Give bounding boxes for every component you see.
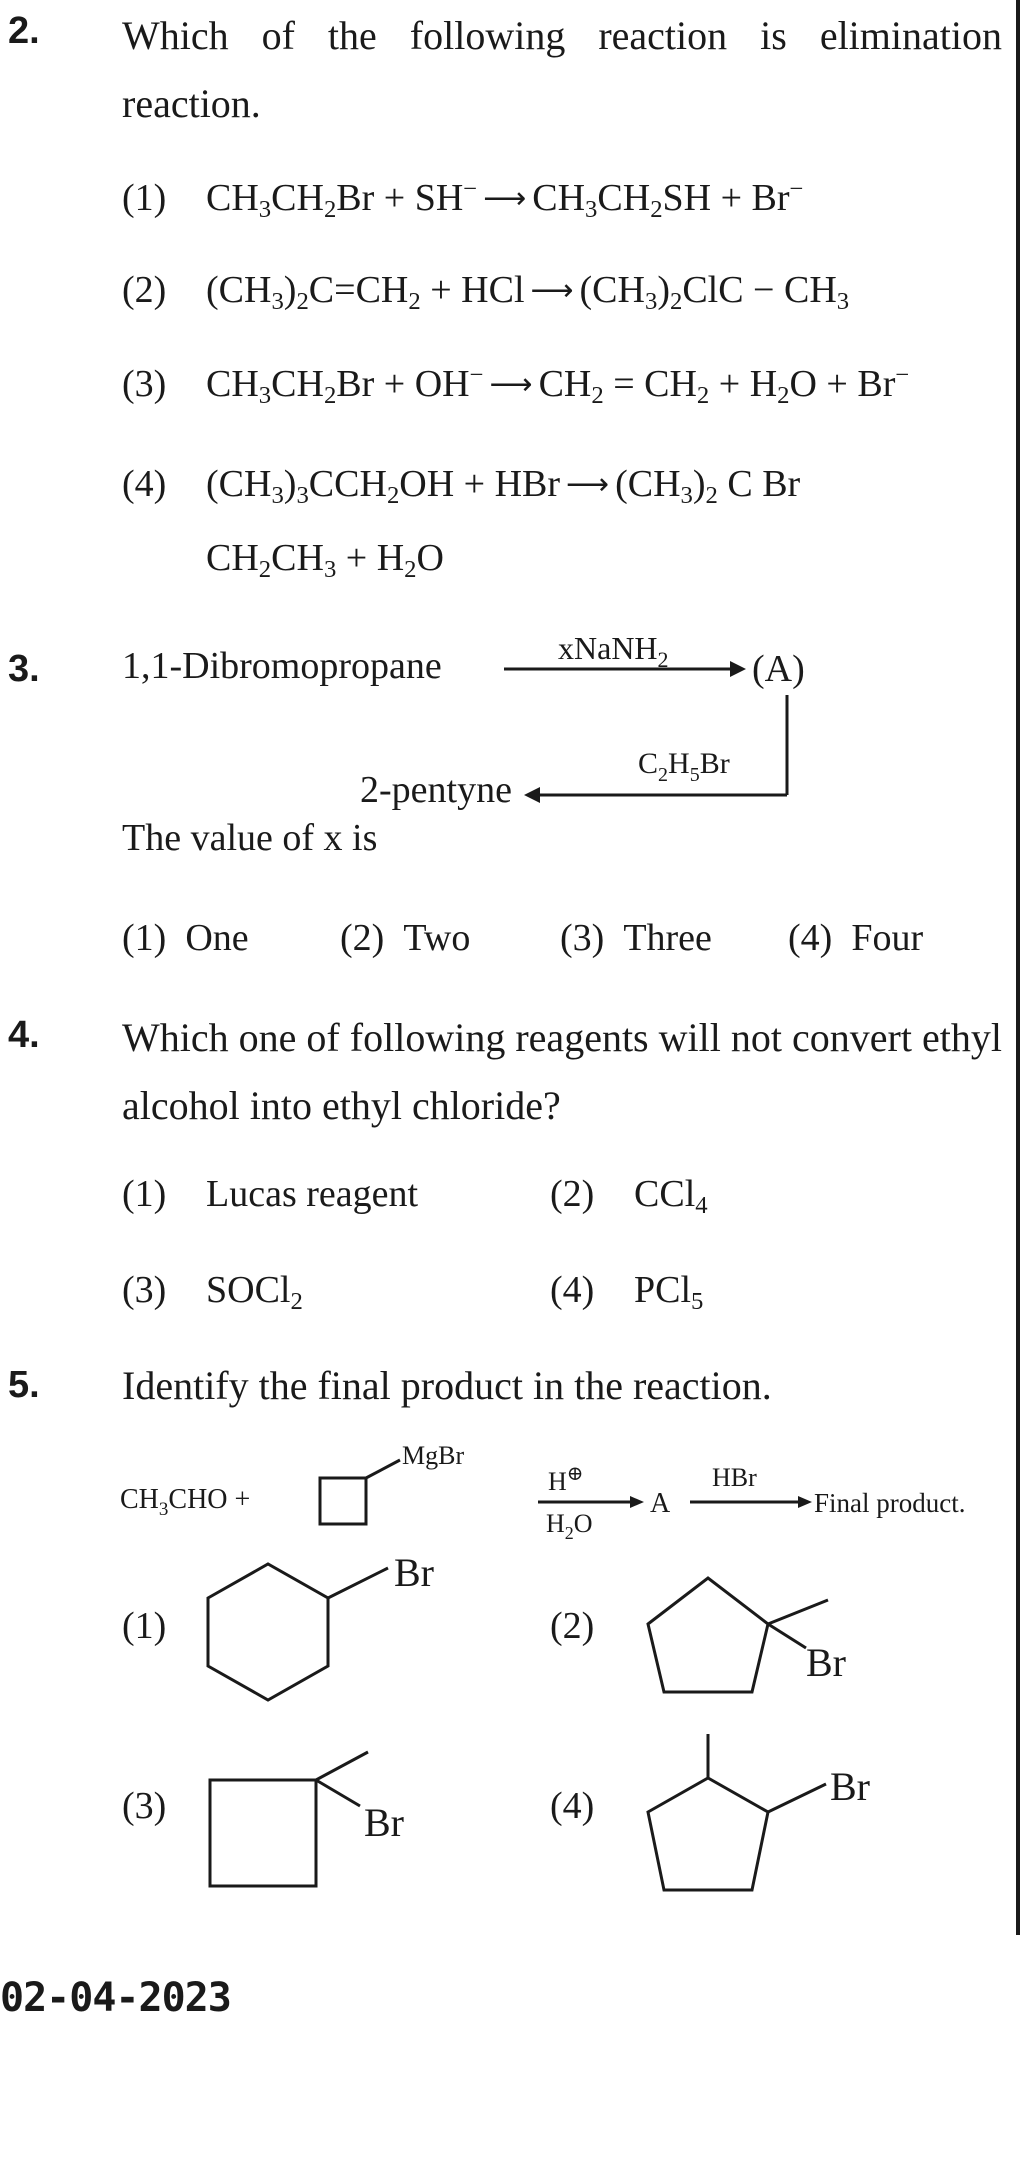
q3-option-1-label: One [185, 917, 249, 959]
q3-option-4-label: Four [851, 917, 924, 959]
q2-option-4[interactable] [122, 462, 801, 509]
q3-option-4[interactable] [788, 916, 923, 960]
q4-option-3-number: (3) [122, 1269, 167, 1311]
q3-reagent2: $C_2H_5Br$ [638, 747, 730, 786]
q4-option-4-label: PCl$_5$ [634, 1269, 704, 1315]
q2-option-4-number: (4) [122, 463, 167, 505]
q3-option-3-label: Three [623, 917, 712, 959]
q2-option-1-equation: $CH_3CH_2Br + SH^-$ ⟶ $CH_3CH_2SH + Br^-$ [206, 175, 804, 223]
q5-option-4-number[interactable]: (4) [550, 1785, 595, 1827]
q2-option-2-equation: $(CH_3)_2C=CH_2$ + HCl ⟶ $(CH_3)_2ClC - CH_3$ [206, 269, 850, 315]
q5-option-2-number[interactable]: (2) [550, 1605, 595, 1647]
q4-option-1-number: (1) [122, 1173, 167, 1215]
q2-option-2[interactable] [122, 268, 850, 315]
q4-number: 4. [8, 1014, 40, 1056]
q3-reactant: 1,1-Dibromopropane [122, 645, 442, 687]
q5-reactant: $CH_3CHO$ + [120, 1484, 251, 1520]
q5-intermediate: A [650, 1488, 671, 1519]
q4-option-4[interactable] [550, 1268, 704, 1315]
q5-reaction-scheme [118, 1420, 1008, 1550]
q3-option-3[interactable] [560, 916, 712, 960]
cyclobutyl-ring-icon [320, 1478, 366, 1524]
q5-option-3-structure [200, 1740, 480, 1910]
q5-option-4-structure [640, 1730, 920, 1910]
q5-grignard: MgBr [402, 1441, 465, 1470]
q3-option-2-label: Two [403, 917, 471, 959]
q3-product-a: (A) [752, 648, 805, 690]
q4-option-2-number: (2) [550, 1173, 595, 1215]
q2-option-3[interactable] [122, 361, 910, 409]
cyclopentane-ring-icon [648, 1778, 768, 1890]
cyclohexane-ring-icon [208, 1564, 328, 1700]
q3-option-2-number: (2) [340, 917, 385, 959]
q4-option-3-label: SOCl$_2$ [206, 1269, 303, 1315]
q4-text: Which one of following reagents will not convert ethyl alcohol into ethyl chloride? [122, 1015, 1002, 1128]
q5-option-3-number[interactable]: (3) [122, 1785, 167, 1827]
q2-option-4-continued: $CH_2CH_3 + H_2O$ [206, 537, 444, 583]
q2-number: 2. [8, 10, 40, 52]
q3-reaction-scheme [500, 615, 820, 815]
q2-option-3-equation: $CH_3CH_2Br + OH^-$ ⟶ $CH_2 = CH_2 + H_2O + Br^-$ [206, 361, 910, 409]
q3-option-3-number: (3) [560, 917, 605, 959]
q5-option-2-br: Br [806, 1640, 846, 1685]
q3-option-1-number: (1) [122, 917, 167, 959]
q2-option-1[interactable] [122, 175, 804, 223]
q5-option-3-br: Br [364, 1800, 404, 1845]
q5-option-2-structure [640, 1560, 920, 1710]
cyclobutane-ring-icon [210, 1780, 316, 1886]
footer-date: 02-04-2023 [0, 1975, 231, 2021]
q4-option-3[interactable] [122, 1268, 303, 1315]
q2-option-3-number: (3) [122, 363, 167, 405]
q5-reagent-top: H⊕ [548, 1463, 584, 1496]
q4-option-2-label: CCl$_4$ [634, 1173, 708, 1219]
q2-option-4-equation: $(CH_3)_3CCH_2OH$ + HBr ⟶ $(CH_3)_2$ C Br [206, 463, 801, 509]
q4-option-1-label: Lucas reagent [206, 1173, 419, 1215]
q2-option-2-number: (2) [122, 269, 167, 311]
q3-reagent1: xNaNH$_2$ [558, 630, 669, 672]
q5-number: 5. [8, 1364, 40, 1406]
q5-option-1-br: Br [394, 1550, 434, 1595]
q4-option-1[interactable] [122, 1172, 418, 1216]
q2-option-1-number: (1) [122, 177, 167, 219]
q3-option-1[interactable] [122, 916, 249, 960]
q5-reagent2: HBr [712, 1463, 757, 1492]
q3-option-4-number: (4) [788, 917, 833, 959]
q4-option-4-number: (4) [550, 1269, 595, 1311]
right-border-line [1016, 0, 1020, 1935]
q5-option-1-number[interactable]: (1) [122, 1605, 167, 1647]
q5-reagent-bottom: $H_2O$ [546, 1509, 593, 1543]
q3-option-2[interactable] [340, 916, 470, 960]
q4-option-2[interactable] [550, 1172, 708, 1219]
q3-number: 3. [8, 648, 40, 690]
cyclopentane-ring-icon [648, 1578, 768, 1692]
q3-question: The value of x is [122, 817, 378, 859]
q5-option-4-br: Br [830, 1764, 870, 1809]
q2-text: Which of the following reaction is elimination reaction. [122, 13, 1002, 126]
q3-final-product: 2-pentyne [360, 769, 512, 811]
q5-option-1-structure [200, 1548, 480, 1718]
q5-text: Identify the final product in the reaction. [122, 1363, 772, 1408]
q5-final: Final product. [814, 1488, 966, 1518]
